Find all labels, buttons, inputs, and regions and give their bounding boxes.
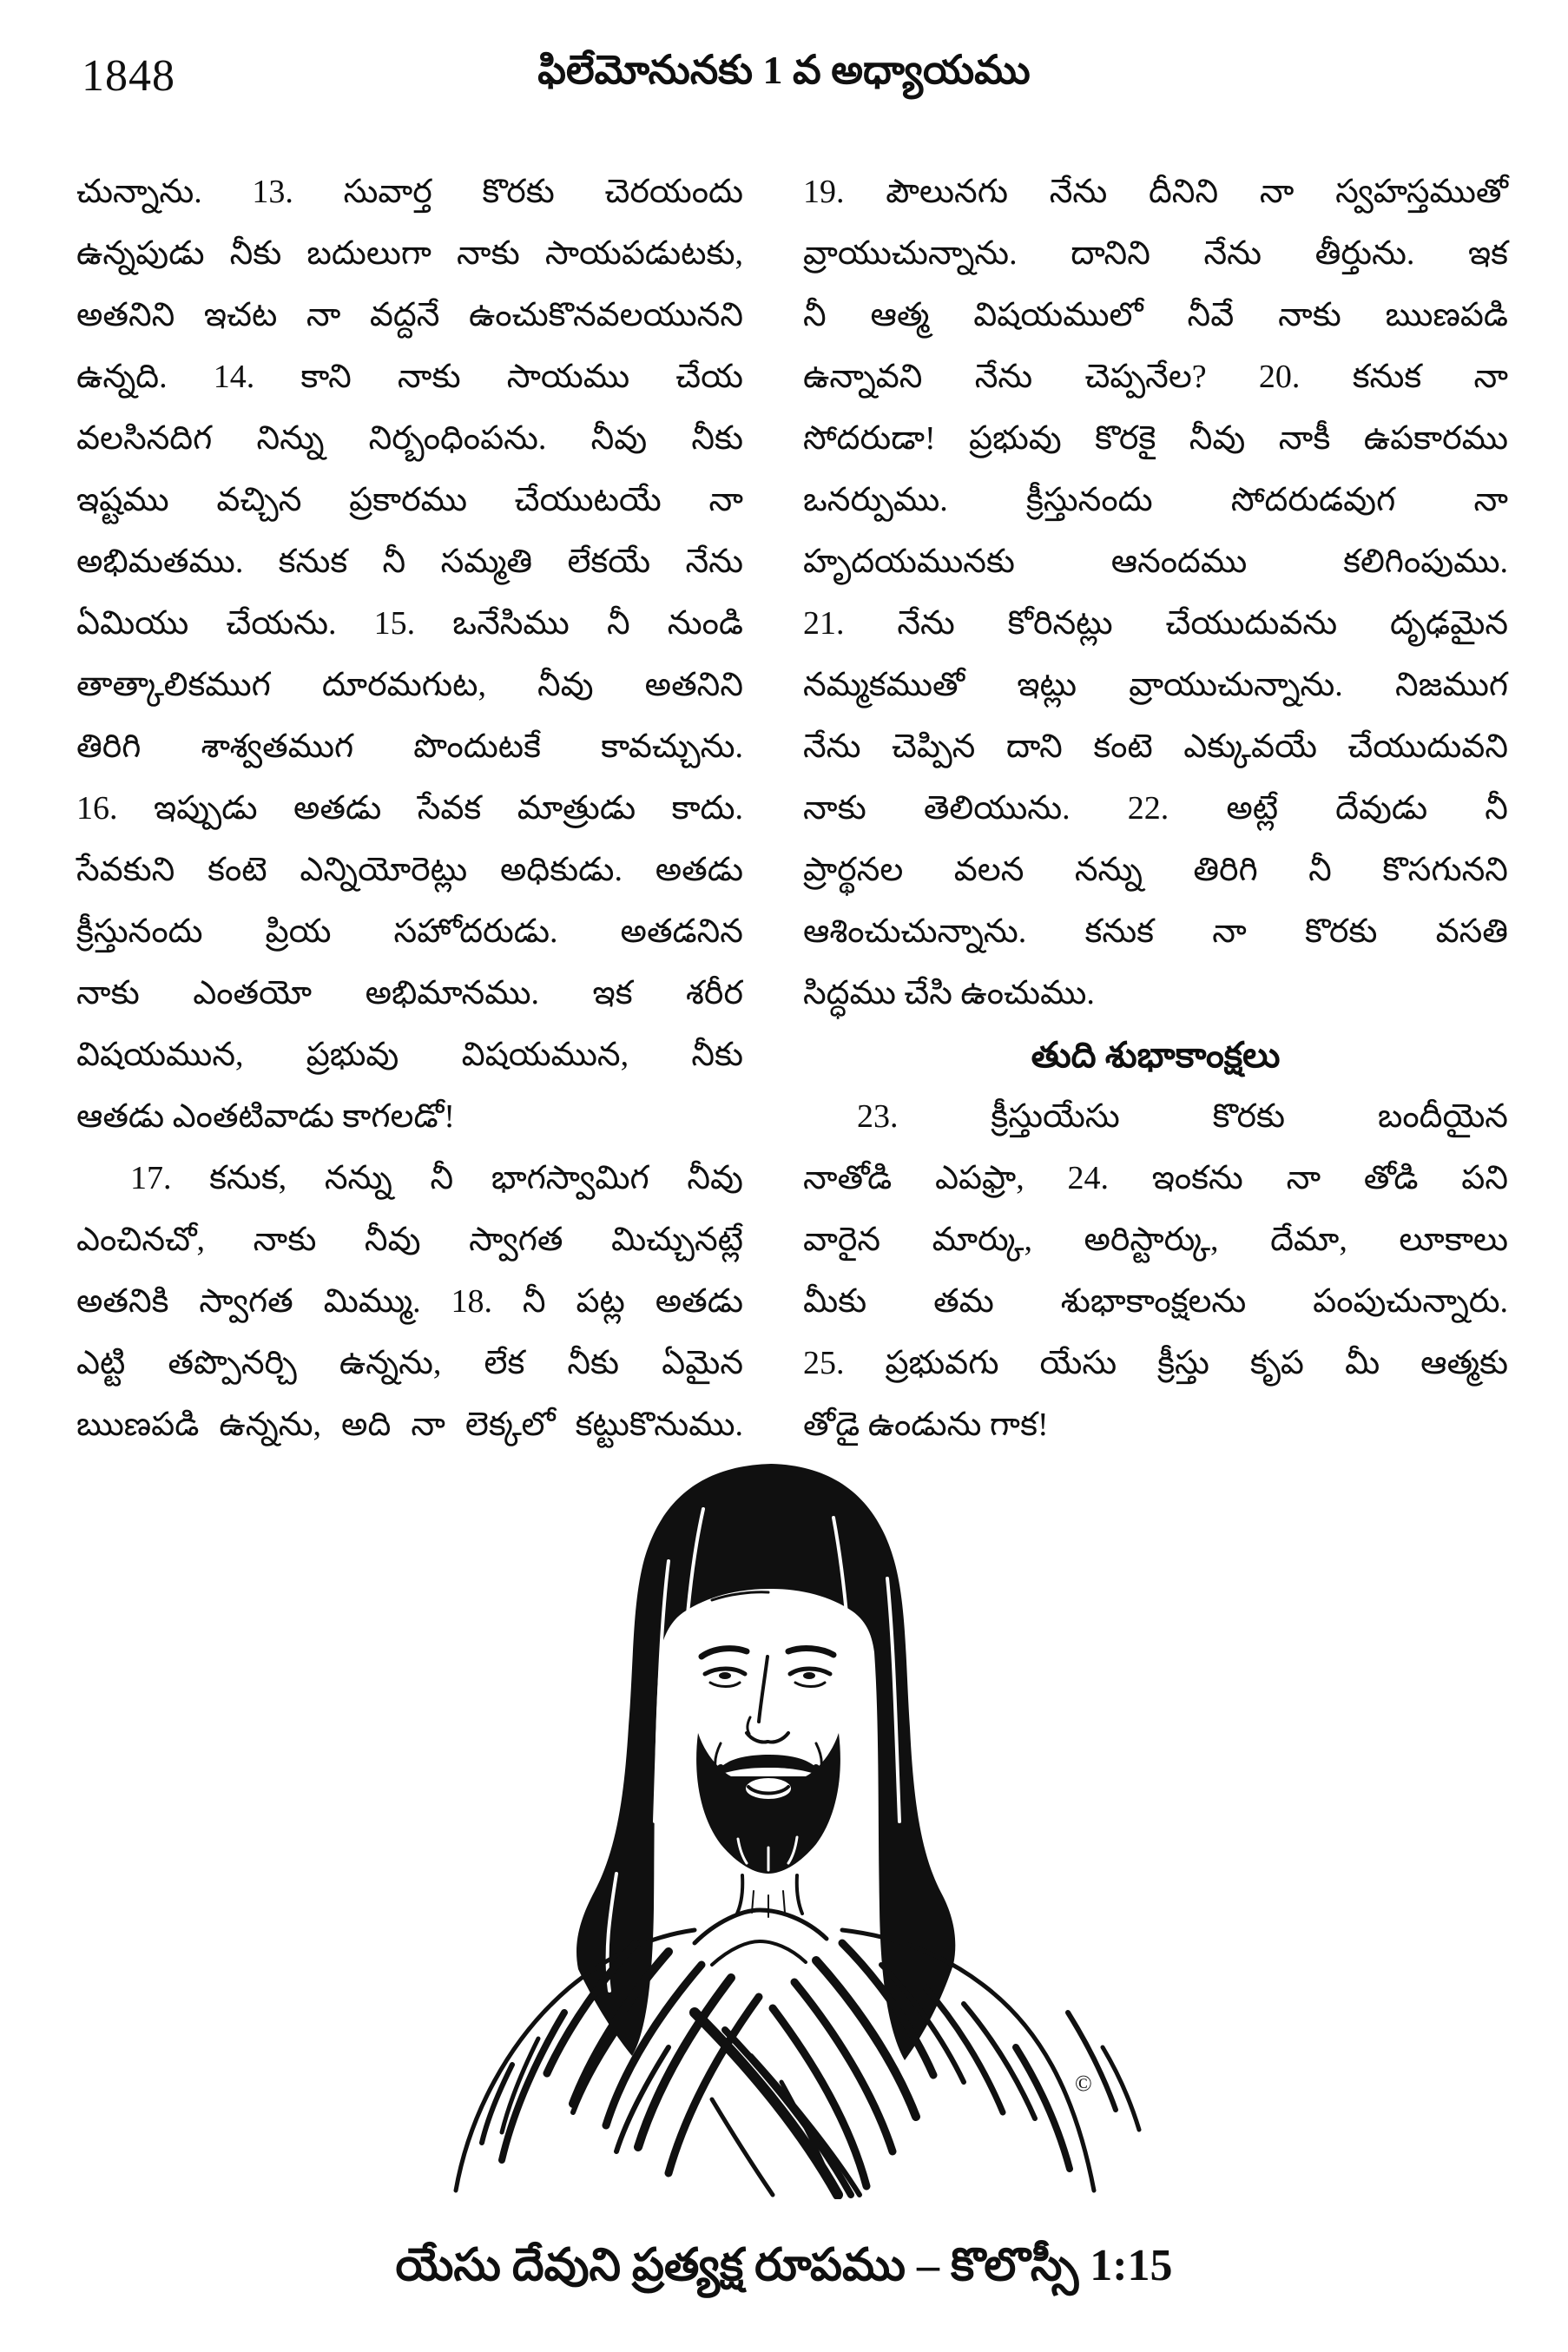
face-features [702, 1592, 833, 1771]
body-text-line: నీ ఆత్మ విషయములో నీవే నాకు ఋణపడి [803, 297, 1508, 333]
body-text-line: క్రీస్తునందు ప్రియ సహోదరుడు. అతడనిన [76, 913, 743, 950]
chapter-header: ఫిలేమోనునకు 1 వ అధ్యాయము [537, 48, 1031, 92]
left-iris [719, 1672, 731, 1679]
body-text-line: తాత్కాలికముగ దూరమగుట, నీవు అతనిని [76, 667, 743, 703]
verse-caption: యేసు దేవుని ప్రత్యక్ష రూపము – కొలొస్సీ 1:15 [395, 2241, 1173, 2290]
body-text-line: ఉన్నది. 14. కాని నాకు సాయము చేయ [76, 359, 743, 395]
body-text-line: ఒనర్పుము. క్రీస్తునందు సోదరుడవుగ నా [803, 482, 1508, 518]
body-text-line: 25. ప్రభువగు యేసు క్రీస్తు కృప మీ ఆత్మకు [803, 1345, 1508, 1381]
body-text-line: ఏమియు చేయను. 15. ఒనేసిము నీ నుండి [76, 605, 743, 642]
body-text-line: తుది శుభాకాంక్షలు [1031, 1035, 1281, 1075]
body-text-line: వ్రాయుచున్నాను. దానిని నేను తీర్తును. ఇక [803, 235, 1508, 272]
text-column-left [76, 161, 743, 1456]
mustache [718, 1755, 818, 1775]
body-text-line: వారైన మార్కు, అరిస్టార్కు, దేమా, లూకాలు [803, 1222, 1508, 1258]
body-text-line: 16. ఇప్పుడు అతడు సేవక మాత్రుడు కాదు. [76, 790, 743, 827]
body-text-line: ఉన్నపుడు నీకు బదులుగా నాకు సాయపడుటకు, [76, 235, 743, 272]
body-text-line: నమ్మకముతో ఇట్లు వ్రాయుచున్నాను. నిజముగ [803, 667, 1508, 703]
body-text-line: తిరిగి శాశ్వతముగ పొందుటకే కావచ్చును. [76, 728, 743, 765]
body-text-line: చున్నాను. 13. సువార్త కొరకు చెరయందు [76, 174, 743, 210]
jesus-portrait-illustration [408, 1457, 1233, 2199]
body-text-line: ఆశించుచున్నాను. కనుక నా కొరకు వసతి [803, 913, 1508, 950]
body-text-line: నాతోడి ఎపఫ్రా, 24. ఇంకను నా తోడి పని [803, 1160, 1508, 1196]
body-text-line: ఎంచినచో, నాకు నీవు స్వాగత మిచ్చునట్లే [76, 1222, 743, 1258]
body-text-line: 17. కనుక, నన్ను నీ భాగస్వామిగ నీవు [130, 1160, 743, 1196]
body-text-line: వలసినదిగ నిన్ను నిర్బంధింపను. నీవు నీకు [76, 420, 743, 457]
body-text-line: నాకు తెలియును. 22. అట్లే దేవుడు నీ [803, 790, 1508, 827]
body-text-line: నేను చెప్పిన దాని కంటె ఎక్కువయే చేయుదువని [803, 728, 1508, 765]
body-text-line: అతనిని ఇచట నా వద్దనే ఉంచుకొనవలయునని [76, 297, 743, 333]
body-text-line: అభిమతము. కనుక నీ సమ్మతి లేకయే నేను [76, 544, 743, 580]
body-text-line: విషయమున, ప్రభువు విషయమున, నీకు [76, 1037, 743, 1073]
body-text-line: హృదయమునకు ఆనందము కలిగింపుము. [803, 544, 1508, 580]
body-text-line: సోదరుడా! ప్రభువు కొరకై నీవు నాకీ ఉపకారము [803, 420, 1508, 457]
body-text-line: ఆతడు ఎంతటివాడు కాగలడో! [76, 1098, 455, 1135]
body-text-line: సిద్ధము చేసి ఉంచుము. [803, 975, 1095, 1011]
body-text-line: సేవకుని కంటె ఎన్నియోరెట్లు అధికుడు. అతడు [76, 852, 743, 888]
body-text-line: 21. నేను కోరినట్లు చేయుదువను దృఢమైన [803, 605, 1508, 642]
body-text-line: ఇష్టము వచ్చిన ప్రకారము చేయుటయే నా [76, 482, 743, 518]
page-number: 1848 [82, 51, 175, 101]
copyright-mark: © [1075, 2071, 1092, 2096]
body-text-line: ఋణపడి ఉన్నను, అది నా లెక్కలో కట్టుకొనుము. [76, 1407, 743, 1443]
body-text-line: 19. పౌలునగు నేను దీనిని నా స్వహస్తముతో [803, 174, 1508, 210]
right-iris [803, 1672, 815, 1679]
body-text-line: ప్రార్థనల వలన నన్ను తిరిగి నీ కొసగునని [803, 852, 1508, 888]
text-column-right [803, 161, 1508, 1456]
body-text-line: ఉన్నావని నేను చెప్పనేల? 20. కనుక నా [803, 359, 1508, 395]
body-text-line: 23. క్రీస్తుయేసు కొరకు బందీయైన [857, 1098, 1508, 1135]
body-text-line: తోడై ఉండును గాక! [803, 1407, 1049, 1443]
body-text-line: ఎట్టి తప్పొనర్చి ఉన్నను, లేక నీకు ఏమైన [76, 1345, 743, 1381]
body-text-line: అతనికి స్వాగత మిమ్ము. 18. నీ పట్ల అతడు [76, 1283, 743, 1320]
body-text-line: మీకు తమ శుభాకాంక్షలను పంపుచున్నారు. [803, 1283, 1508, 1320]
body-text-line: నాకు ఎంతయో అభిమానము. ఇక శరీర [76, 975, 743, 1011]
